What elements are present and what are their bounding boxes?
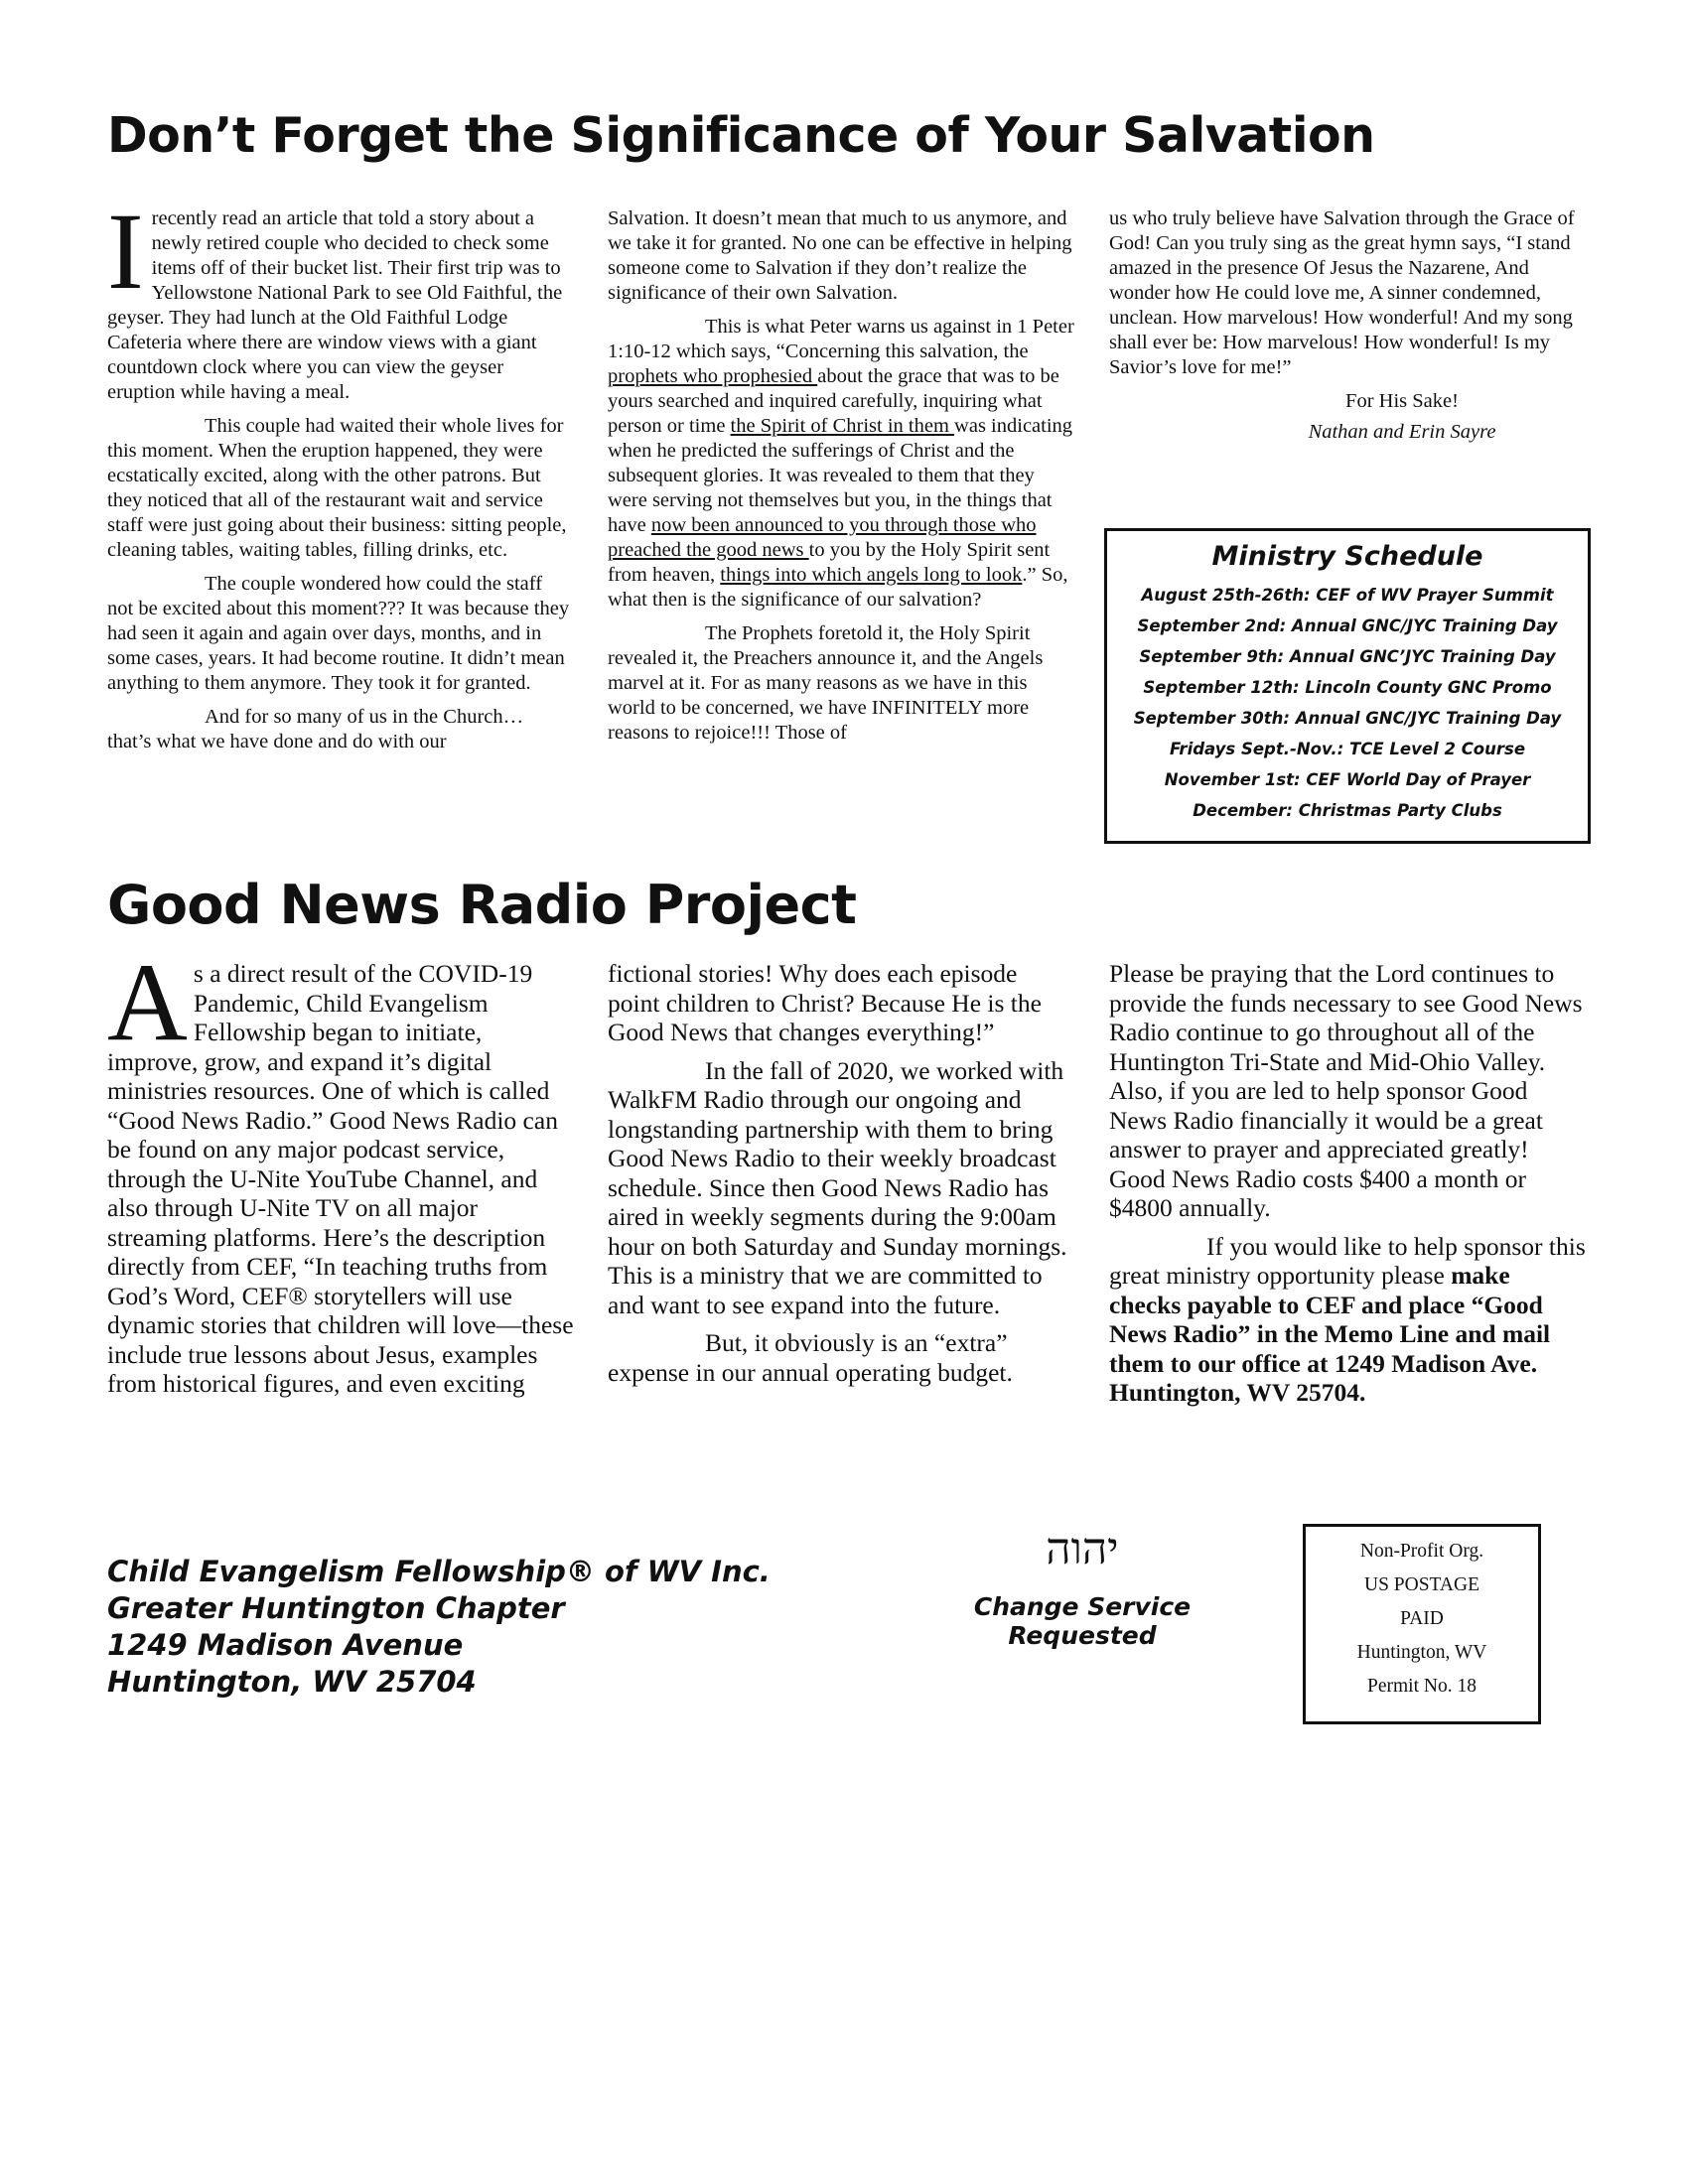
schedule-item: September 9th: Annual GNC’JYC Training Day — [1139, 647, 1556, 666]
address-line: Huntington, WV 25704 — [107, 1665, 477, 1699]
schedule-item: November 1st: CEF World Day of Prayer — [1164, 770, 1531, 789]
underlined-scripture: prophets who prophesied — [608, 365, 818, 387]
schedule-item: December: Christmas Party Clubs — [1193, 801, 1502, 820]
paragraph: And for so many of us in the Church… that’s what we have done and do with our — [107, 706, 524, 752]
article2-column-1 — [107, 941, 574, 1408]
ministry-schedule-box — [1104, 528, 1591, 844]
paragraph: Please be praying that the Lord continues to provide the funds necessary to see Good News Radio continue to go throughout all of the Huntington Tri-State and Mid-Ohio Valley. Also, if you are led to help sponsor Good News Radio financially it would be a great answer to prayer and appreciated greatly! Good News Radio costs $400 a month or $4800 annually. — [1109, 959, 1583, 1222]
postage-permit-box — [1303, 1524, 1541, 1724]
article1-column-2 — [608, 206, 1074, 754]
address-line: Child Evangelism Fellowship® of WV Inc. — [107, 1555, 771, 1588]
schedule-list — [1107, 580, 1588, 826]
article1-column-1 — [107, 191, 572, 763]
postage-line: US POSTAGE — [1363, 1574, 1479, 1595]
underlined-scripture: now been announced to you through those who preached the good news — [608, 514, 1037, 561]
article-title-salvation: Don’t Forget the Significance of Your Salvation — [107, 107, 1375, 164]
paragraph: As a direct result of the COVID-19 Pandemic, Child Evangelism Fellowship began to initiate, improve, grow, and expand it’s digital ministries resources. One of which is called “Good News Radio.” Good News Radio can be found on any major podcast service, through the U-Nite YouTube Channel, and also through U-Nite TV on all major streaming platforms. Here’s the description directly from CEF, “In teaching truths from God’s Word, CEF® storytellers will use dynamic stories that children will love—these include true lessons about Jesus, examples from historical figures, and even exciting — [107, 941, 574, 1398]
paragraph: If you would like to help sponsor this great ministry opportunity please make checks payable to CEF and place “Good News Radio” in the Memo Line and mail them to our office at 1249 Madison Ave. Huntington, WV 25704. — [1109, 1231, 1586, 1407]
address-line: 1249 Madison Avenue — [107, 1628, 464, 1662]
article-title-radio: Good News Radio Project — [107, 874, 857, 936]
postage-line: Huntington, WV — [1356, 1642, 1487, 1663]
underlined-scripture: things into which angels long to look — [720, 564, 1023, 586]
paragraph: This is what Peter warns us against in 1 Peter 1:10-12 which says, “Concerning this salvation, the prophets who prophesied about the grace that was to be yours searched and inquired carefully, inquiring what person or time the Spirit of Christ in them was indicating when he predicted the sufferings of Christ and the subsequent glories. It was revealed to them that they were serving not themselves but you, in the things that have now been announced to you through those who preached the good news to you by the Holy Spirit sent from heaven, things into which angels long to look.” So, what then is the significance of our salvation? — [608, 316, 1074, 611]
drop-cap: A — [107, 941, 188, 1064]
article2-column-3 — [1109, 959, 1586, 1417]
schedule-title: Ministry Schedule — [1211, 541, 1483, 572]
paragraph: Salvation. It doesn’t mean that much to us anymore, and we take it for granted. No one can be effective in helping someone come to Salvation if they don’t realize the significance of their own Salvation. — [608, 207, 1072, 304]
schedule-item: September 12th: Lincoln County GNC Promo — [1143, 678, 1552, 697]
paragraph: In the fall of 2020, we worked with WalkFM Radio through our ongoing and longstanding partnership with them to bring Good News Radio to their weekly broadcast schedule. Since then Good News Radio has aired in weekly segments during the 9:00am hour on both Saturday and Sunday mornings. This is a ministry that we are committed to and want to see expand into the future. — [608, 1055, 1067, 1319]
donation-instructions: make checks payable to CEF and place “Good News Radio” in the Memo Line and mail them to our office at 1249 Madison Ave. Huntington, WV 25704. — [1109, 1261, 1551, 1407]
postage-line: Permit No. 18 — [1367, 1676, 1477, 1697]
signature: Nathan and Erin Sayre — [1308, 421, 1496, 443]
article1-column-3 — [1109, 206, 1576, 454]
drop-cap: I — [107, 191, 144, 312]
paragraph: us who truly believe have Salvation through the Grace of God! Can you truly sing as the great hymn says, “I stand amazed in the presence Of Jesus the Nazarene, And wonder how He could love me, A sinner condemned, unclean. How marvelous! How wonderful! And my song shall ever be: How marvelous! How wonderful! Is my Savior’s love for me!” — [1109, 207, 1575, 378]
paragraph: The Prophets foretold it, the Holy Spirit revealed it, the Preachers announce it, and the Angels marvel at it. For as many reasons as we have in this world to be concerned, we have INFINITELY more reasons to rejoice!!! Those of — [608, 622, 1044, 744]
postage-line: PAID — [1400, 1608, 1444, 1629]
paragraph: fictional stories! Why does each episode point children to Christ? Because He is the Good News that changes everything!” — [608, 959, 1042, 1046]
underlined-scripture: the Spirit of Christ in them — [730, 415, 955, 437]
postage-line: Non-Profit Org. — [1359, 1541, 1484, 1562]
paragraph: But, it obviously is an “extra” expense in our annual operating budget. — [608, 1328, 1013, 1387]
schedule-item: August 25th-26th: CEF of WV Prayer Summit — [1141, 586, 1554, 605]
address-line: Greater Huntington Chapter — [107, 1591, 565, 1625]
return-address — [107, 1554, 771, 1701]
closing: For His Sake! — [1345, 390, 1459, 412]
article2-column-2 — [608, 959, 1074, 1396]
paragraph: I recently read an article that told a story about a newly retired couple who decided to check some items off of their bucket list. Their first trip was to Yellowstone National Park to see Old Faithful, the geyser. They had lunch at the Old Faithful Lodge Cafeteria where there are window views with a giant countdown clock where you can view the geyser eruption while having a meal. — [107, 191, 563, 403]
schedule-item: September 2nd: Annual GNC/JYC Training Day — [1137, 616, 1558, 635]
paragraph: The couple wondered how could the staff not be excited about this moment??? It was because they had seen it again and again over days, months, and in some cases, years. It had become routine. It didn’t mean anything to them anymore. They took it for granted. — [107, 573, 570, 694]
change-service-requested: Change Service Requested — [973, 1592, 1192, 1650]
schedule-item: Fridays Sept.-Nov.: TCE Level 2 Course — [1169, 740, 1526, 758]
paragraph: This couple had waited their whole lives for this moment. When the eruption happened, they were ecstatically excited, along with the other patrons. But they noticed that all of the restaurant wait and service staff were just going about their business: sitting people, cleaning tables, waiting tables, filling drinks, etc. — [107, 415, 567, 561]
tetragrammaton-logo: יהוה — [1046, 1524, 1119, 1574]
schedule-item: September 30th: Annual GNC/JYC Training Day — [1133, 709, 1562, 728]
